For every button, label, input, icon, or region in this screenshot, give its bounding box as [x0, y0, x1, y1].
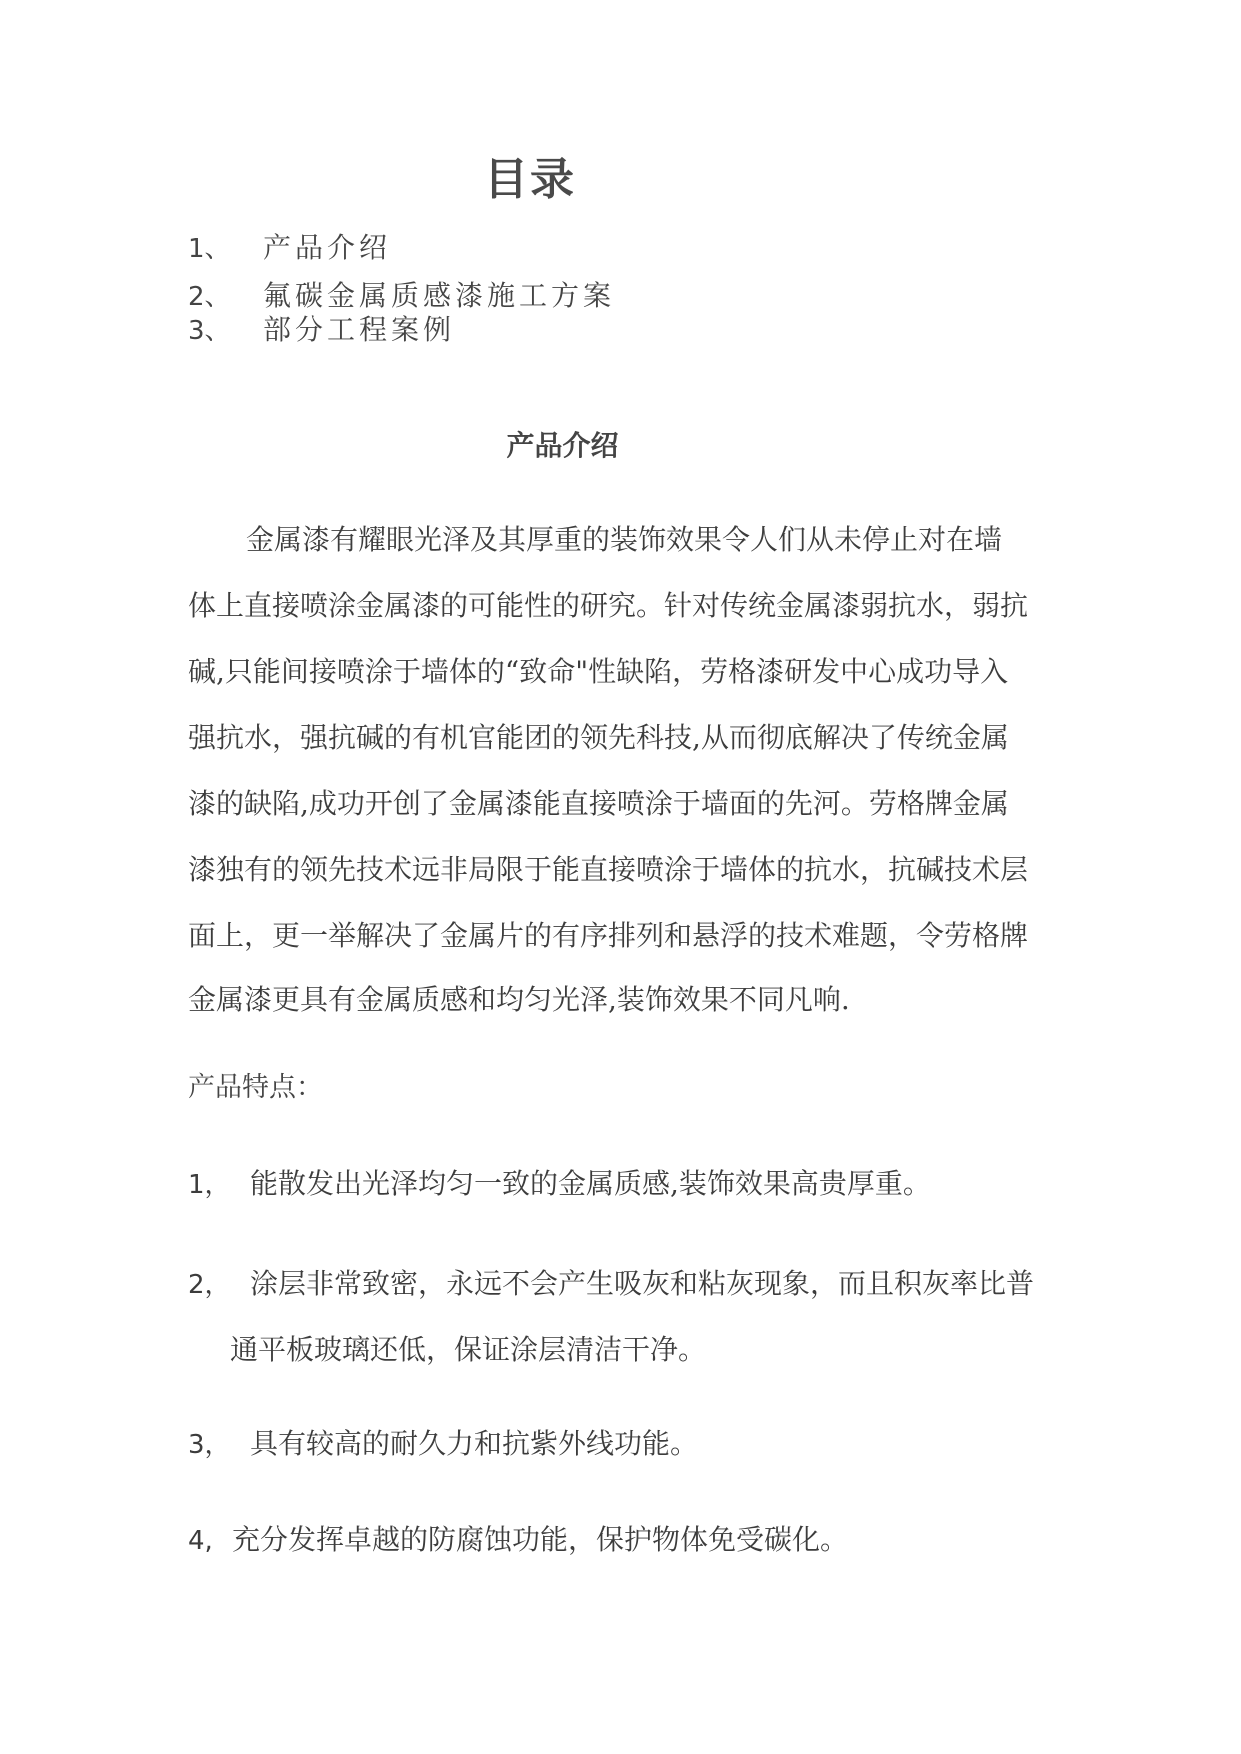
toc-item — [188, 310, 455, 351]
toc-item-label: 氟碳金属质感漆施工方案 — [263, 279, 616, 312]
paragraph-line: 金属漆有耀眼光泽及其厚重的装饰效果令人们从未停止对在墙 — [246, 523, 1003, 556]
document-title: 目录 — [484, 154, 576, 205]
feature-item — [188, 1264, 1034, 1305]
feature-text: 充分发挥卓越的防腐蚀功能，保护物体免受碳化。 — [232, 1523, 849, 1556]
toc-item-label: 部分工程案例 — [263, 313, 456, 346]
features-heading: 产品特点： — [188, 1072, 323, 1103]
paragraph-line: 体上直接喷涂金属漆的可能性的研究。针对传统金属漆弱抗水，弱抗 — [188, 589, 1029, 622]
feature-text-continuation: 通平板玻璃还低，保证涂层清洁干净。 — [230, 1333, 707, 1366]
feature-text: 具有较高的耐久力和抗紫外线功能。 — [250, 1427, 699, 1460]
feature-text: 涂层非常致密，永远不会产生吸灰和粘灰现象，而且积灰率比普 — [250, 1267, 1035, 1300]
feature-item — [188, 1424, 698, 1465]
paragraph-line: 漆的缺陷,成功开创了金属漆能直接喷涂于墙面的先河。劳格牌金属 — [188, 787, 1009, 820]
toc-item-label: 产品介绍 — [263, 231, 392, 264]
feature-text: 能散发出光泽均匀一致的金属质感,装饰效果高贵厚重。 — [250, 1167, 931, 1200]
feature-number: 3， — [188, 1430, 231, 1460]
paragraph-line: 强抗水，强抗碱的有机官能团的领先科技,从而彻底解决了传统金属 — [188, 721, 1009, 754]
toc-item-number: 1、 — [188, 234, 231, 264]
toc-item-number: 3、 — [188, 316, 231, 346]
paragraph-line: 金属漆更具有金属质感和均匀光泽,装饰效果不同凡响. — [188, 983, 850, 1016]
paragraph-line: 面上，更一举解决了金属片的有序排列和悬浮的技术难题，令劳格牌 — [188, 919, 1029, 952]
toc-item — [188, 228, 391, 269]
paragraph-line: 漆独有的领先技术远非局限于能直接喷涂于墙体的抗水，抗碱技术层 — [188, 853, 1029, 886]
paragraph-line: 碱,只能间接喷涂于墙体的“致命"性缺陷，劳格漆研发中心成功导入 — [188, 655, 1009, 688]
feature-item — [188, 1520, 848, 1561]
section-heading: 产品介绍 — [506, 429, 619, 462]
toc-item-number: 2、 — [188, 282, 231, 312]
feature-item — [188, 1164, 931, 1205]
feature-number: 2， — [188, 1270, 231, 1300]
feature-number: 4, — [188, 1526, 213, 1556]
feature-number: 1， — [188, 1170, 231, 1200]
